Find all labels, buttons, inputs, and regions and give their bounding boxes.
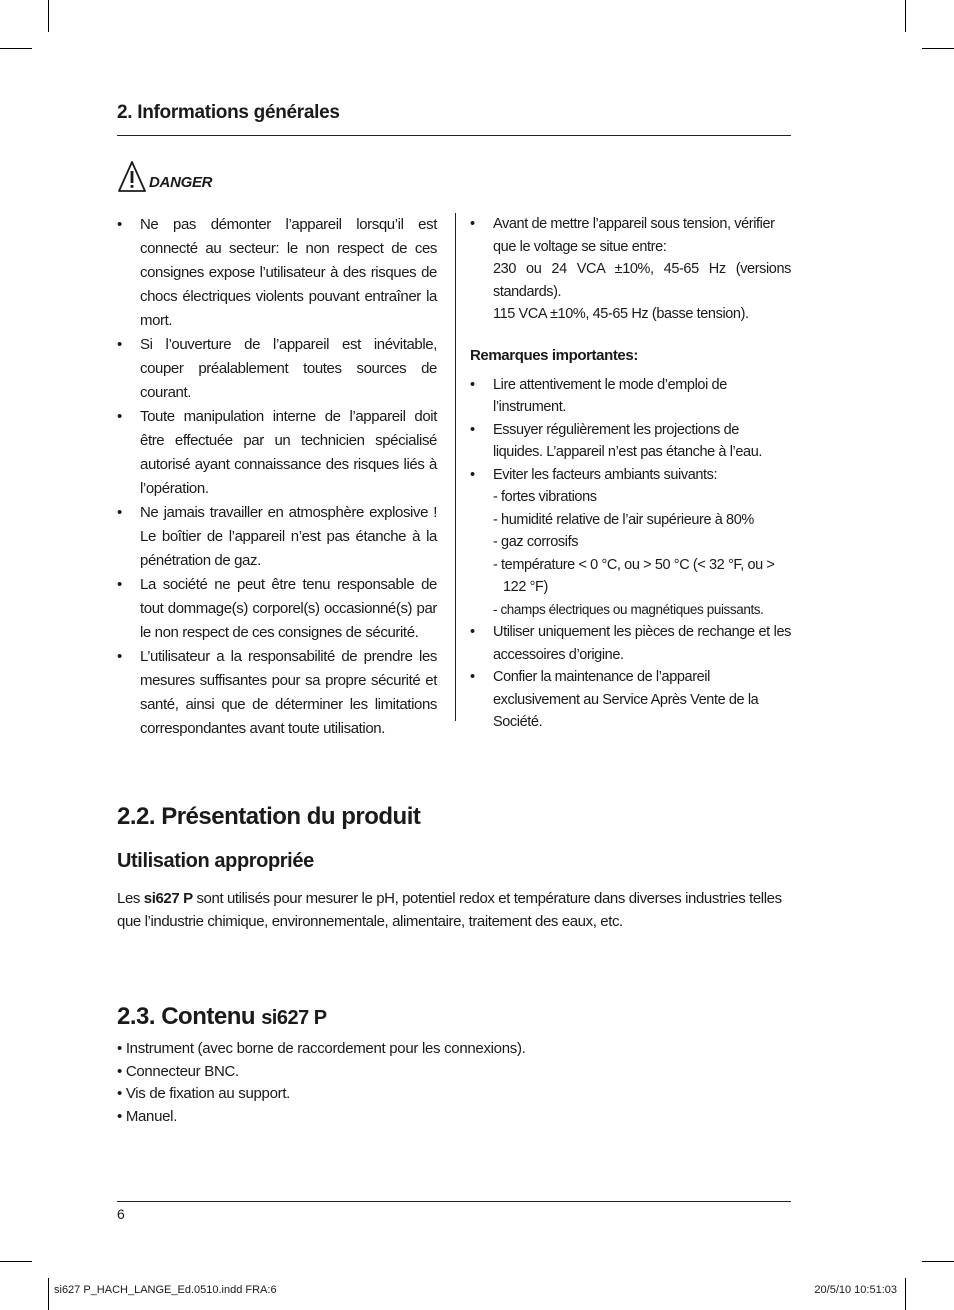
list-item: • Ne pas démonter l’appareil lorsqu’il est connecté au secteur: le non respect de ces consignes expose l’utilisateur à des risques de chocs électriques violents pouvant entraîner la mort.: [117, 213, 437, 333]
voltage-line-1: 230 ou 24 VCA ±10%, 45-65 Hz (versions standards).: [493, 261, 791, 300]
list-item: • Manuel.: [117, 1107, 178, 1125]
crop-mark: [48, 0, 49, 32]
list-item: • Vis de fixation au support.: [117, 1085, 291, 1102]
crop-mark: [922, 1261, 954, 1262]
list-item: • L’utilisateur a la responsabilité de prendre les mesures suffisantes pour sa propre sécurité et santé, ainsi que de déterminer les limitations correspondantes avant toute utilisation.: [117, 645, 437, 741]
section-2-2-title: 2.2. Présentation du produit: [117, 803, 421, 830]
para-text: sont utilisés pour mesurer le pH, potentiel redox et température dans diverses industries telles que l’industrie chimique, environnementale, alimentaire, traitement des eaux, etc.: [117, 890, 782, 930]
page-number: 6: [117, 1206, 125, 1222]
subsection-title: Utilisation appropriée: [117, 850, 314, 872]
list-item: • Si l’ouverture de l’appareil est inévitable, couper préalablement toutes sources de courant.: [117, 333, 437, 405]
list-item: [470, 464, 791, 622]
column-divider: [455, 213, 456, 721]
section-title: 2. Informations générales: [117, 102, 340, 123]
list-item: • Toute manipulation interne de l’appareil doit être effectuée par un technicien spécialisé autorisé ayant connaissance des risques liés à l’opération.: [117, 405, 437, 501]
factor-item: - fortes vibrations: [493, 489, 597, 505]
section-2-3-label: 2.3. Contenu: [117, 1003, 256, 1030]
list-item: • Confier la maintenance de l’appareil exclusivement au Service Après Vente de la Société.: [470, 666, 791, 734]
list-item: • Instrument (avec borne de raccordement pour les connexions).: [117, 1040, 526, 1057]
voltage-intro: • Avant de mettre l’appareil sous tension, vérifier que le voltage se situe entre:: [493, 216, 775, 255]
section-2-3-title: [117, 1003, 327, 1031]
factor-item: - température < 0 °C, ou > 50 °C (< 32 °F, ou > 122 °F): [493, 556, 775, 595]
danger-heading: [117, 160, 212, 193]
list-item: • Essuyer régulièrement les projections de liquides. L’appareil n’est pas étanche à l’eau.: [470, 419, 791, 464]
crop-mark: [0, 1261, 32, 1262]
footer-rule: [117, 1201, 791, 1202]
list-item: • Lire attentivement le mode d’emploi de l’instrument.: [470, 374, 791, 419]
para-prefix: Les: [117, 890, 144, 907]
crop-mark: [48, 1278, 49, 1310]
crop-mark: [905, 1278, 906, 1310]
crop-mark: [922, 48, 954, 49]
footer-file-info: si627 P_HACH_LANGE_Ed.0510.indd FRA:6: [54, 1284, 277, 1296]
danger-list-column: [117, 213, 437, 741]
crop-mark: [0, 48, 32, 49]
remarks-title: Remarques importantes:: [470, 346, 638, 364]
contents-list: [117, 1038, 526, 1128]
danger-label: DANGER: [149, 174, 213, 191]
header-rule: [117, 135, 791, 136]
product-name: si627 P: [143, 890, 193, 907]
factors-intro: • Eviter les facteurs ambiants suivants:: [493, 466, 718, 483]
right-column: [470, 213, 791, 734]
crop-mark: [905, 0, 906, 32]
section-2-3-product: si627 P: [261, 1007, 327, 1029]
list-item: • Ne jamais travailler en atmosphère explosive ! Le boîtier de l’appareil n’est pas étanche à la pénétration de gaz.: [117, 501, 437, 573]
factor-item: - champs électriques ou magnétiques puissants.: [493, 601, 764, 617]
voltage-line-2: 115 VCA ±10%, 45-65 Hz (basse tension).: [493, 306, 749, 322]
factor-item: - gaz corrosifs: [493, 534, 579, 550]
factor-item: - humidité relative de l’air supérieure à 80%: [493, 511, 754, 528]
product-description: [117, 887, 791, 933]
footer-timestamp: 20/5/10 10:51:03: [814, 1284, 897, 1296]
list-item: • Utiliser uniquement les pièces de rechange et les accessoires d’origine.: [470, 621, 791, 666]
list-item: [470, 213, 791, 326]
list-item: • La société ne peut être tenu responsable de tout dommage(s) corporel(s) occasionné(s) par le non respect de ces consignes de sécurité.: [117, 573, 437, 645]
warning-triangle-icon: [117, 160, 147, 193]
list-item: • Connecteur BNC.: [117, 1062, 239, 1080]
